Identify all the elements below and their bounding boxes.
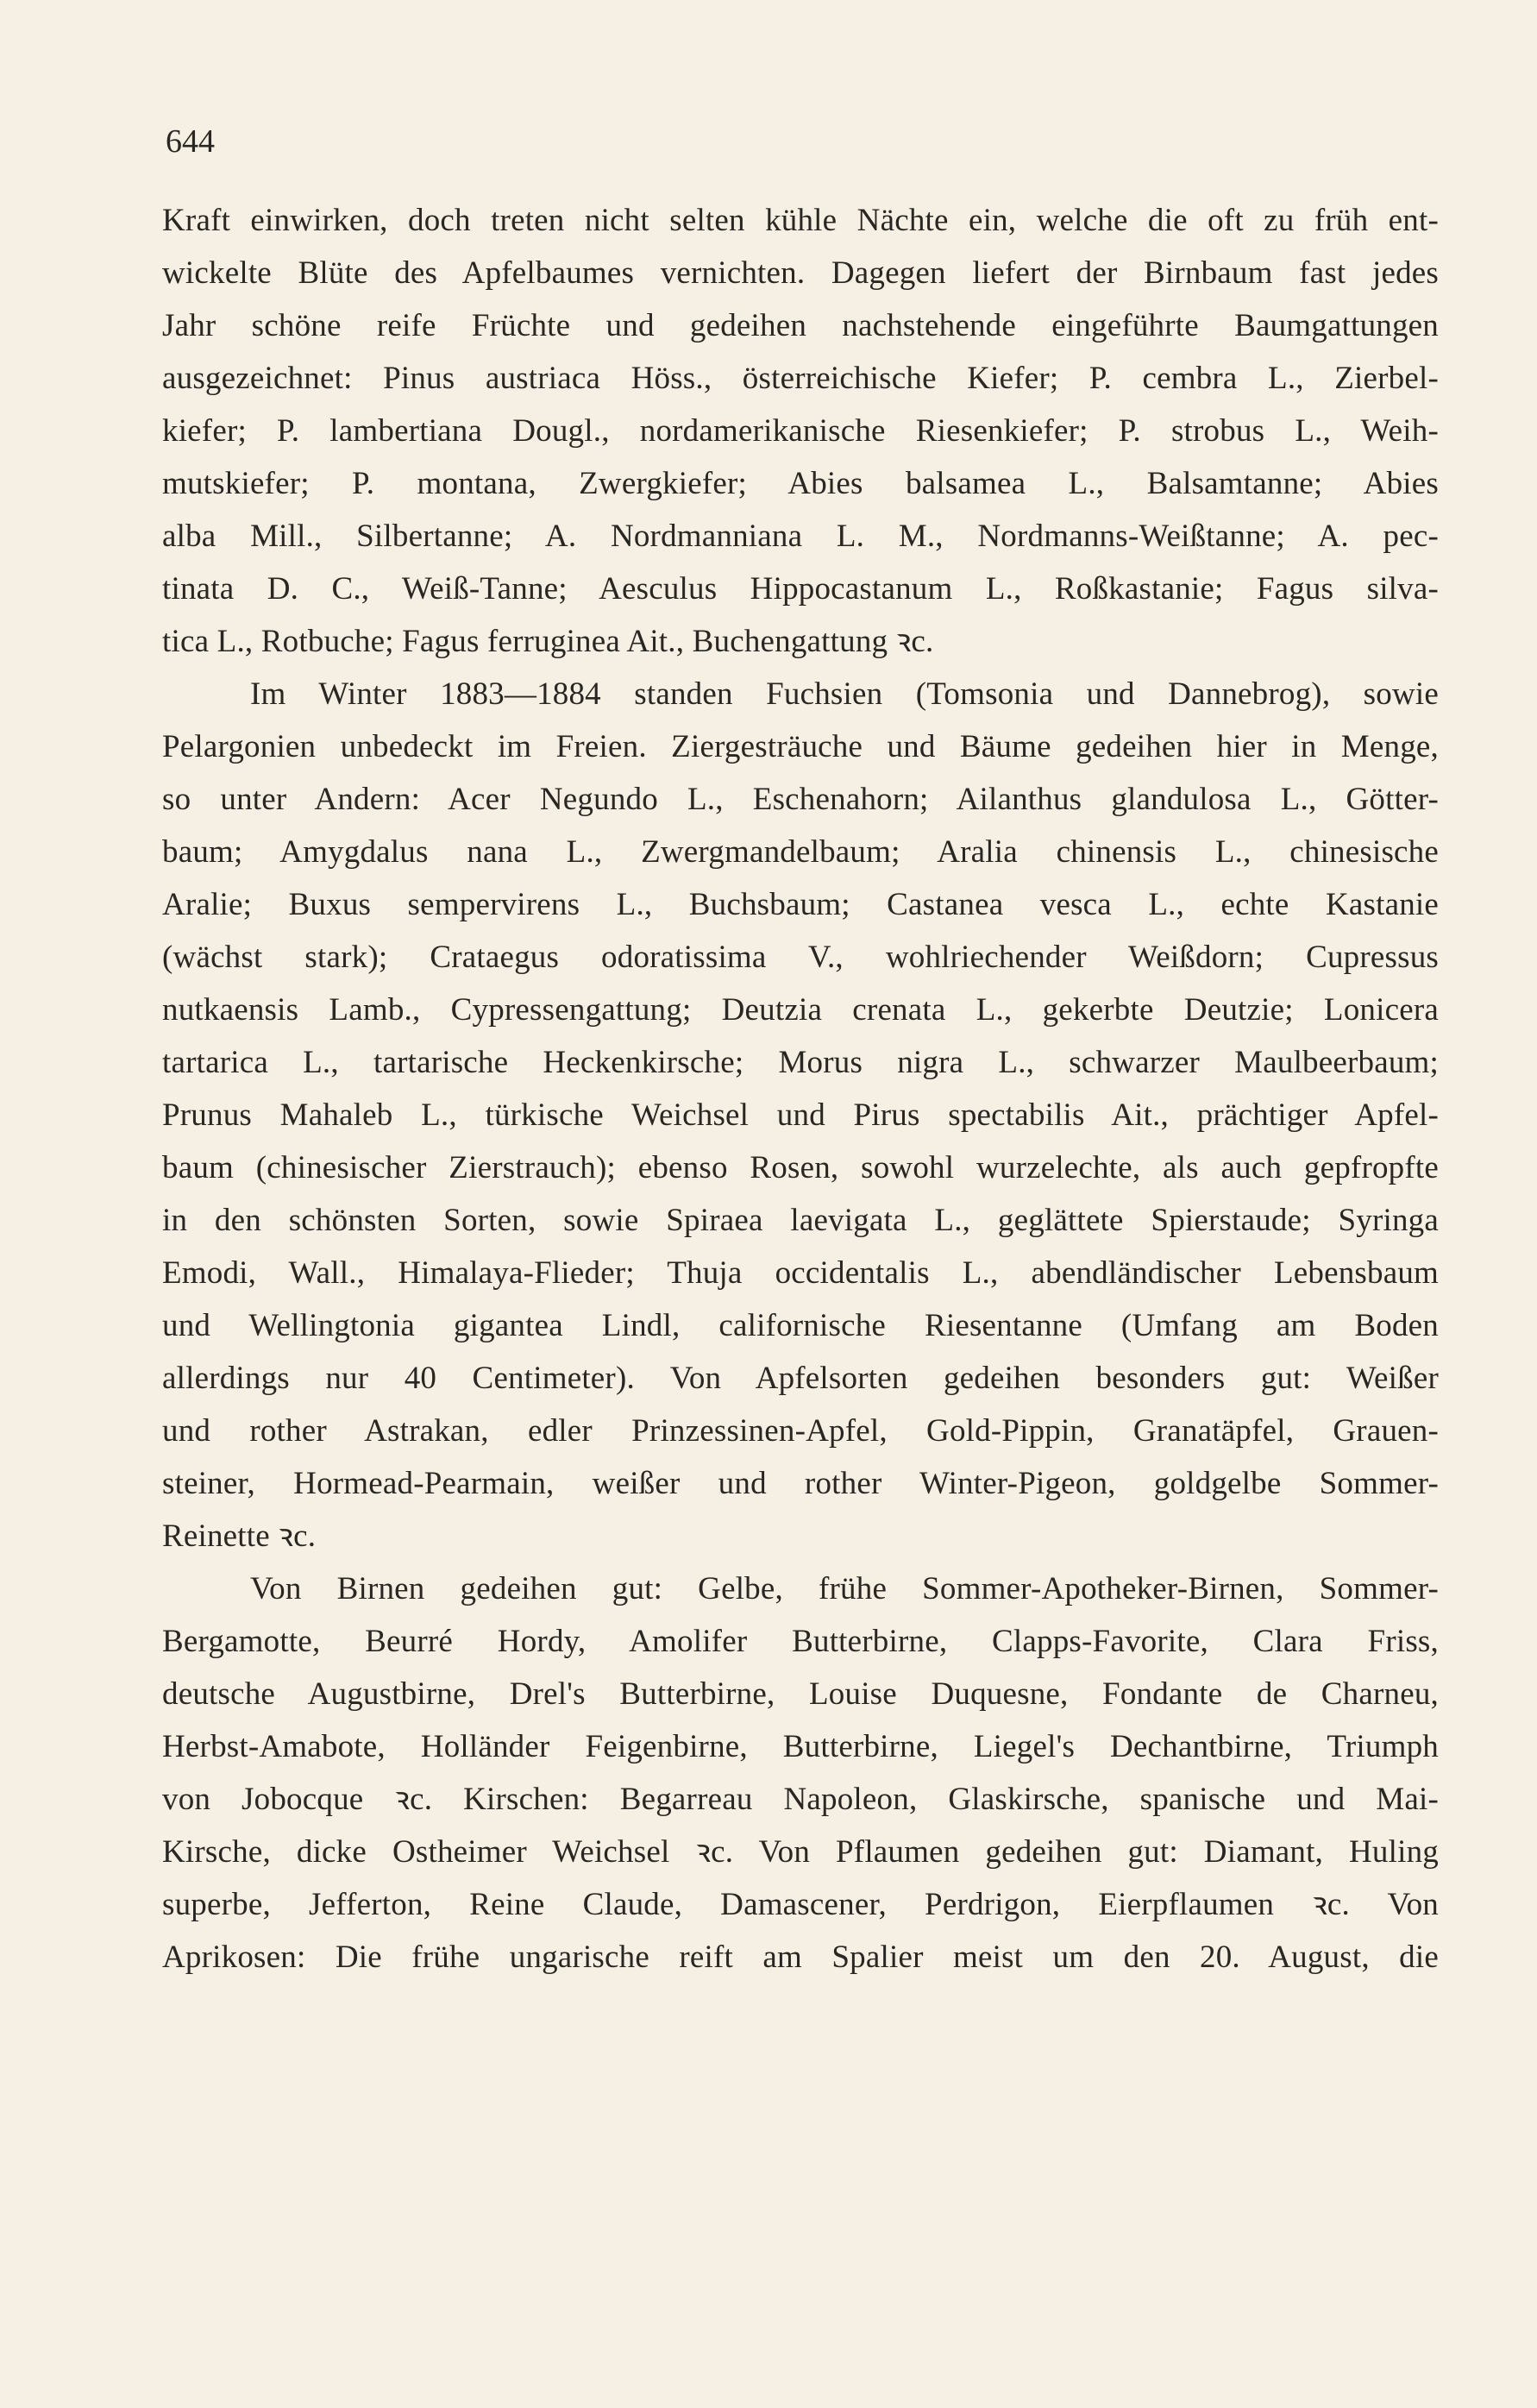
text-line: mutskiefer; P. montana, Zwergkiefer; Abies balsamea L., Balsamtanne; Abies <box>162 466 1439 501</box>
text-line: baum (chinesischer Zierstrauch); ebenso Rosen, sowohl wurzelechte, als auch gepfropfte <box>162 1150 1439 1185</box>
text-line: nutkaensis Lamb., Cypressengattung; Deutzia crenata L., gekerbte Deutzie; Lonicera <box>162 992 1439 1028</box>
text-line: tica L., Rotbuche; Fagus ferruginea Ait., Buchengattung ꝛc. <box>162 624 934 659</box>
text-line: Prunus Mahaleb L., türkische Weichsel und Pirus spectabilis Ait., prächtiger Apfel- <box>162 1097 1439 1133</box>
page-number: 644 <box>166 123 215 160</box>
paragraph-start-line: Im Winter 1883—1884 standen Fuchsien (Tomsonia und Dannebrog), sowie <box>250 676 1439 712</box>
text-line: Jahr schöne reife Früchte und gedeihen nachstehende eingeführte Baumgattungen <box>162 308 1439 343</box>
text-line: tinata D. C., Weiß-Tanne; Aesculus Hippocastanum L., Roßkastanie; Fagus silva- <box>162 571 1439 607</box>
text-line: Aprikosen: Die frühe ungarische reift am Spalier meist um den 20. August, die <box>162 1940 1439 1975</box>
text-line: in den schönsten Sorten, sowie Spiraea laevigata L., geglättete Spierstaude; Syringa <box>162 1203 1439 1238</box>
text-line: superbe, Jefferton, Reine Claude, Damascener, Perdrigon, Eierpflaumen ꝛc. Von <box>162 1887 1439 1922</box>
text-line: Bergamotte, Beurré Hordy, Amolifer Butterbirne, Clapps-Favorite, Clara Friss, <box>162 1624 1439 1659</box>
text-line: ausgezeichnet: Pinus austriaca Höss., österreichische Kiefer; P. cembra L., Zierbel- <box>162 361 1439 396</box>
text-line: (wächst stark); Crataegus odoratissima V., wohlriechender Weißdorn; Cupressus <box>162 940 1439 975</box>
text-line: allerdings nur 40 Centimeter). Von Apfelsorten gedeihen besonders gut: Weißer <box>162 1361 1439 1396</box>
text-line: wickelte Blüte des Apfelbaumes vernichten. Dagegen liefert der Birnbaum fast jedes <box>162 255 1439 291</box>
text-line: von Jobocque ꝛc. Kirschen: Begarreau Napoleon, Glaskirsche, spanische und Mai- <box>162 1782 1439 1817</box>
text-line: Kirsche, dicke Ostheimer Weichsel ꝛc. Von Pflaumen gedeihen gut: Diamant, Huling <box>162 1834 1439 1870</box>
text-line: steiner, Hormead-Pearmain, weißer und rother Winter-Pigeon, goldgelbe Sommer- <box>162 1466 1439 1501</box>
text-line: Herbst-Amabote, Holländer Feigenbirne, Butterbirne, Liegel's Dechantbirne, Triumph <box>162 1729 1439 1764</box>
text-line: Reinette ꝛc. <box>162 1518 317 1554</box>
text-line: und Wellingtonia gigantea Lindl, californische Riesentanne (Umfang am Boden <box>162 1308 1439 1343</box>
text-line: Emodi, Wall., Himalaya-Flieder; Thuja occidentalis L., abendländischer Lebensbaum <box>162 1255 1439 1291</box>
text-line: so unter Andern: Acer Negundo L., Eschenahorn; Ailanthus glandulosa L., Götter- <box>162 782 1439 817</box>
text-line: kiefer; P. lambertiana Dougl., nordamerikanische Riesenkiefer; P. strobus L., Weih- <box>162 413 1439 449</box>
text-line: Kraft einwirken, doch treten nicht selten kühle Nächte ein, welche die oft zu früh ent- <box>162 203 1439 238</box>
text-line: alba Mill., Silbertanne; A. Nordmanniana L. M., Nordmanns-Weißtanne; A. pec- <box>162 519 1439 554</box>
paragraph-start-line: Von Birnen gedeihen gut: Gelbe, frühe Sommer-Apotheker-Birnen, Sommer- <box>250 1571 1439 1606</box>
text-line: und rother Astrakan, edler Prinzessinen-Apfel, Gold-Pippin, Granatäpfel, Grauen- <box>162 1413 1439 1449</box>
text-line: Pelargonien unbedeckt im Freien. Ziergesträuche und Bäume gedeihen hier in Menge, <box>162 729 1439 764</box>
text-line: baum; Amygdalus nana L., Zwergmandelbaum; Aralia chinensis L., chinesische <box>162 834 1439 870</box>
text-line: tartarica L., tartarische Heckenkirsche; Morus nigra L., schwarzer Maulbeerbaum; <box>162 1045 1439 1080</box>
text-line: Aralie; Buxus sempervirens L., Buchsbaum; Castanea vesca L., echte Kastanie <box>162 887 1439 922</box>
text-line: deutsche Augustbirne, Drel's Butterbirne, Louise Duquesne, Fondante de Charneu, <box>162 1676 1439 1712</box>
